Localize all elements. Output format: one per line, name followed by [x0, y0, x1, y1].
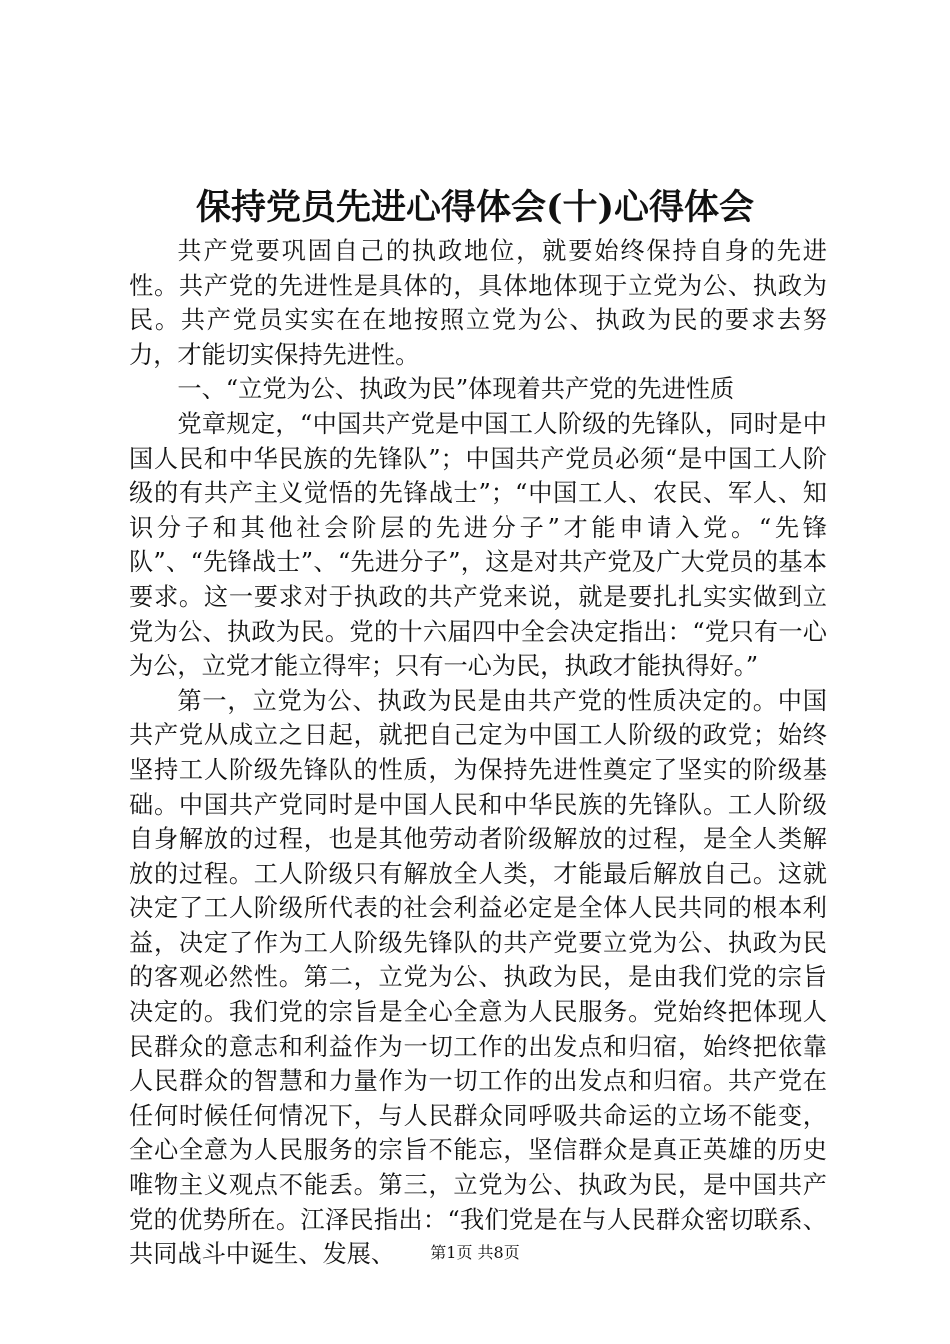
paragraph-first-point: 第一，立党为公、执政为民是由共产党的性质决定的。中国共产党从成立之日起，就把自己定为中国工人阶级的政党；始终坚持工人阶级先锋队的性质，为保持先进性奠定了坚实的阶级基础。中国共产党同时是中国人民和中华民族的先锋队。工人阶级自身解放的过程，也是其他劳动者阶级解放的过程，是全人类解放的过程。工人阶级只有解放全人类，才能最后解放自己。这就决定了工人阶级所代表的社会利益必定是全体人民共同的根本利益，决定了作为工人阶级先锋队的共产党要立党为公、执政为民的客观必然性。第二，立党为公、执政为民，是由我们党的宗旨决定的。我们党的宗旨是全心全意为人民服务。党始终把体现人民群众的意志和利益作为一切工作的出发点和归宿，始终把依靠人民群众的智慧和力量作为一切工作的出发点和归宿。共产党在任何时候任何情况下，与人民群众同呼吸共命运的立场不能变，全心全意为人民服务的宗旨不能忘，坚信群众是真正英雄的历史唯物主义观点不能丢。第三，立党为公、执政为民，是中国共产党的优势所在。江泽民指出：“我们党是在与人民群众密切联系、共同战斗中诞生、发展、: [129, 686, 827, 1269]
document-title: 保持党员先进心得体会(十)心得体会: [195, 187, 755, 228]
page-footer: 第1页 共8页: [430, 1243, 520, 1262]
paragraph-party-constitution: 党章规定，“中国共产党是中国工人阶级的先锋队，同时是中国人民和中华民族的先锋队”；中国共产党员必须“是中国工人阶级的有共产主义觉悟的先锋战士”；“中国工人、农民、军人、知识分子和其他社会阶层的先进分子”才能申请入党。“先锋队”、“先锋战士”、“先进分子”，这是对共产党及广大党员的基本要求。这一要求对于执政的共产党来说，就是要扎扎实实做到立党为公、执政为民。党的十六届四中全会决定指出：“党只有一心为公，立党才能立得牢；只有一心为民，执政才能执得好。”: [129, 409, 827, 681]
paragraph-intro: 共产党要巩固自己的执政地位，就要始终保持自身的先进性。共产党的先进性是具体的，具体地体现于立党为公、执政为民。共产党员实实在在地按照立党为公、执政为民的要求去努力，才能切实保持先进性。: [129, 237, 827, 369]
section-heading: 一、“立党为公、执政为民”体现着共产党的先进性质: [177, 375, 735, 404]
document-body: [129, 234, 827, 1272]
